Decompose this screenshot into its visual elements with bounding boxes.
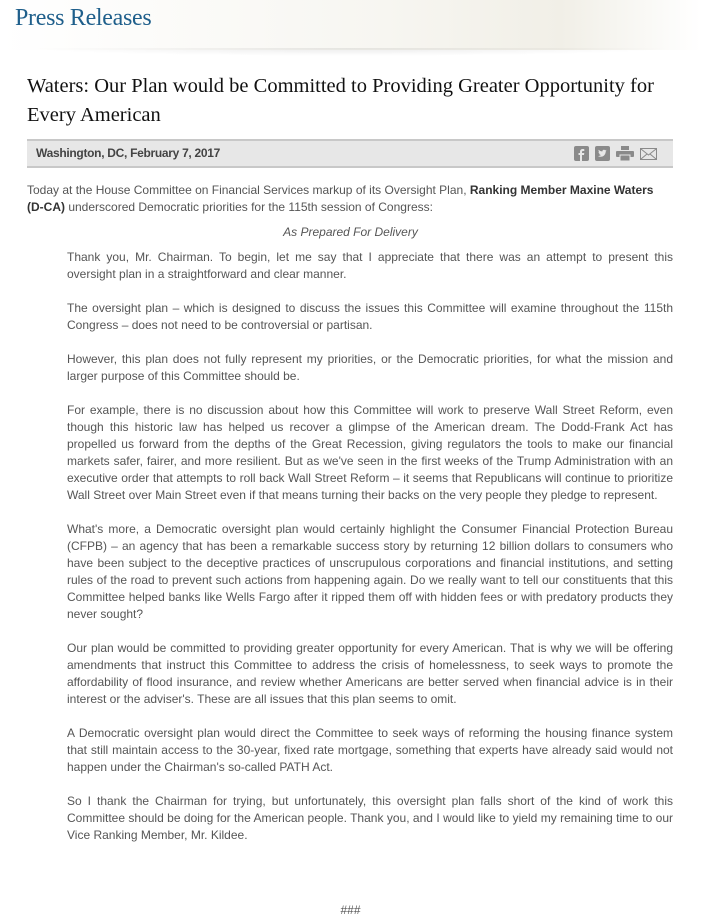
statement-paragraph: The oversight plan – which is designed to discuss the issues this Committee will examine throughout the 115th Congress – does not need to be controversial or partisan. — [67, 301, 673, 332]
intro-speaker: Ranking Member Maxine Waters (D-CA) — [27, 183, 654, 214]
statement-paragraph: Our plan would be committed to providing greater opportunity for every American. That is why we will be offering amendments that instruct this Committee to address the crisis of homelessness, to seek ways to promote the affordability of flood insurance, and review whether Americans are better served when financial advice is in their interest or the adviser's. These are all issues that this plan seems to omit. — [67, 641, 673, 706]
end-mark: ### — [340, 903, 361, 917]
statement-paragraph: Thank you, Mr. Chairman. To begin, let me say that I appreciate that there was an attempt to present this oversight plan in a straightforward and clear manner. — [67, 250, 673, 281]
intro-text-end: underscored Democratic priorities for the 115th session of Congress: — [65, 200, 433, 214]
facebook-icon[interactable] — [574, 146, 589, 161]
statement-paragraph: What's more, a Democratic oversight plan would certainly highlight the Consumer Financial Protection Bureau (CFPB) – an agency that has been a remarkable success story by returning 12 billion dollars to consumers who have been subject to the deceptive practices of unscrupulous corporations and financial institutions, and setting rules of the road to prevent such actions from happening again. Do we really want to tell our constituents that this Committee helped banks like Wells Fargo after it ripped them off with hidden fees or with predatory products they never sought? — [67, 522, 673, 621]
twitter-icon[interactable] — [595, 146, 610, 161]
statement-paragraph: However, this plan does not fully represent my priorities, or the Democratic priorities, for what the mission and larger purpose of this Committee should be. — [67, 352, 673, 383]
intro-paragraph — [27, 182, 673, 216]
article-headline: Waters: Our Plan would be Committed to Providing Greater Opportunity for Every American — [27, 75, 654, 126]
email-icon[interactable] — [640, 146, 657, 161]
page-header — [0, 0, 701, 50]
statement-paragraph: A Democratic oversight plan would direct the Committee to seek ways of reforming the housing finance system that still maintain access to the 30-year, fixed rate mortgage, something that experts have already said would not happen under the Chairman's so-called PATH Act. — [67, 726, 673, 774]
dateline: Washington, DC, February 7, 2017 — [36, 146, 220, 160]
section-title: Press Releases — [15, 5, 152, 31]
dateline-bar — [27, 139, 673, 168]
print-icon[interactable] — [616, 146, 634, 161]
statement-paragraph: For example, there is no discussion about how this Committee will work to preserve Wall Street Reform, even though this historic law has helped us recover a glimpse of the American dream. The Dodd-Frank Act has propelled us forward from the depths of the Great Recession, giving regulators the tools to make our financial markets safer, fairer, and more resilient. But as we've seen in the first weeks of the Trump Administration with an executive order that attempts to roll back Wall Street Reform – it seems that Republicans will continue to prioritize Wall Street over Main Street even if that means turning their backs on the very people they pledge to represent. — [67, 403, 673, 502]
statement-body — [67, 249, 673, 861]
intro-text: Today at the House Committee on Financial Services markup of its Oversight Plan, — [27, 183, 470, 197]
delivery-note: As Prepared For Delivery — [283, 225, 418, 239]
statement-paragraph: So I thank the Chairman for trying, but unfortunately, this oversight plan falls short of the kind of work this Committee should be doing for the American people. Thank you, and I would like to yield my remaining time to our Vice Ranking Member, Mr. Kildee. — [67, 794, 673, 842]
share-icons — [574, 146, 657, 161]
